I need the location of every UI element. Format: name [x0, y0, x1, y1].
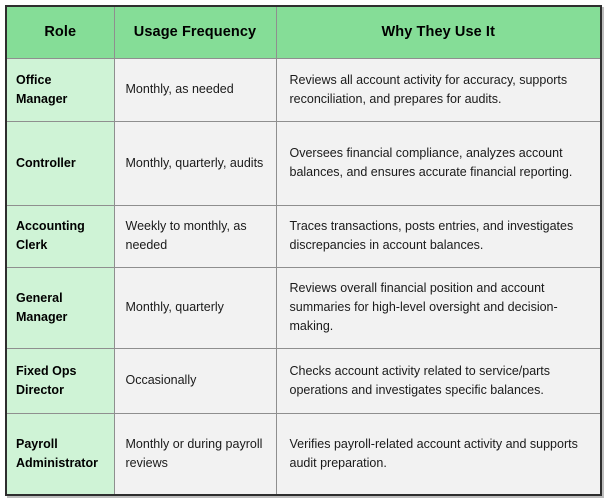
table-cell-role: Controller: [6, 121, 114, 205]
table-cell-frequency: Monthly or during payroll reviews: [114, 413, 276, 495]
column-header-why-they-use-it: Why They Use It: [276, 6, 601, 58]
table-cell-why: Checks account activity related to service/parts operations and investigates specific balances.: [276, 348, 601, 413]
table-cell-frequency: Occasionally: [114, 348, 276, 413]
table-cell-frequency: Monthly, quarterly: [114, 267, 276, 348]
table-cell-frequency: Weekly to monthly, as needed: [114, 205, 276, 267]
column-header-role: Role: [6, 6, 114, 58]
roles-usage-table: [5, 5, 602, 496]
table-cell-why: Reviews all account activity for accuracy, supports reconciliation, and prepares for audits.: [276, 58, 601, 121]
table-cell-why: Reviews overall financial position and account summaries for high-level oversight and decision-making.: [276, 267, 601, 348]
table-row: [6, 121, 601, 205]
table-cell-frequency: Monthly, as needed: [114, 58, 276, 121]
table-cell-role: General Manager: [6, 267, 114, 348]
table-row: [6, 413, 601, 495]
column-header-usage-frequency: Usage Frequency: [114, 6, 276, 58]
table-row: [6, 205, 601, 267]
table-cell-why: Traces transactions, posts entries, and investigates discrepancies in account balances.: [276, 205, 601, 267]
table-cell-role: Fixed Ops Director: [6, 348, 114, 413]
table-row: [6, 348, 601, 413]
table-row: [6, 267, 601, 348]
table-cell-why: Verifies payroll-related account activity and supports audit preparation.: [276, 413, 601, 495]
table-cell-role: Office Manager: [6, 58, 114, 121]
table-cell-frequency: Monthly, quarterly, audits: [114, 121, 276, 205]
table-cell-why: Oversees financial compliance, analyzes account balances, and ensures accurate financial reporting.: [276, 121, 601, 205]
table-row: [6, 58, 601, 121]
header-row: [6, 6, 601, 58]
table-cell-role: Payroll Administrator: [6, 413, 114, 495]
table-cell-role: Accounting Clerk: [6, 205, 114, 267]
